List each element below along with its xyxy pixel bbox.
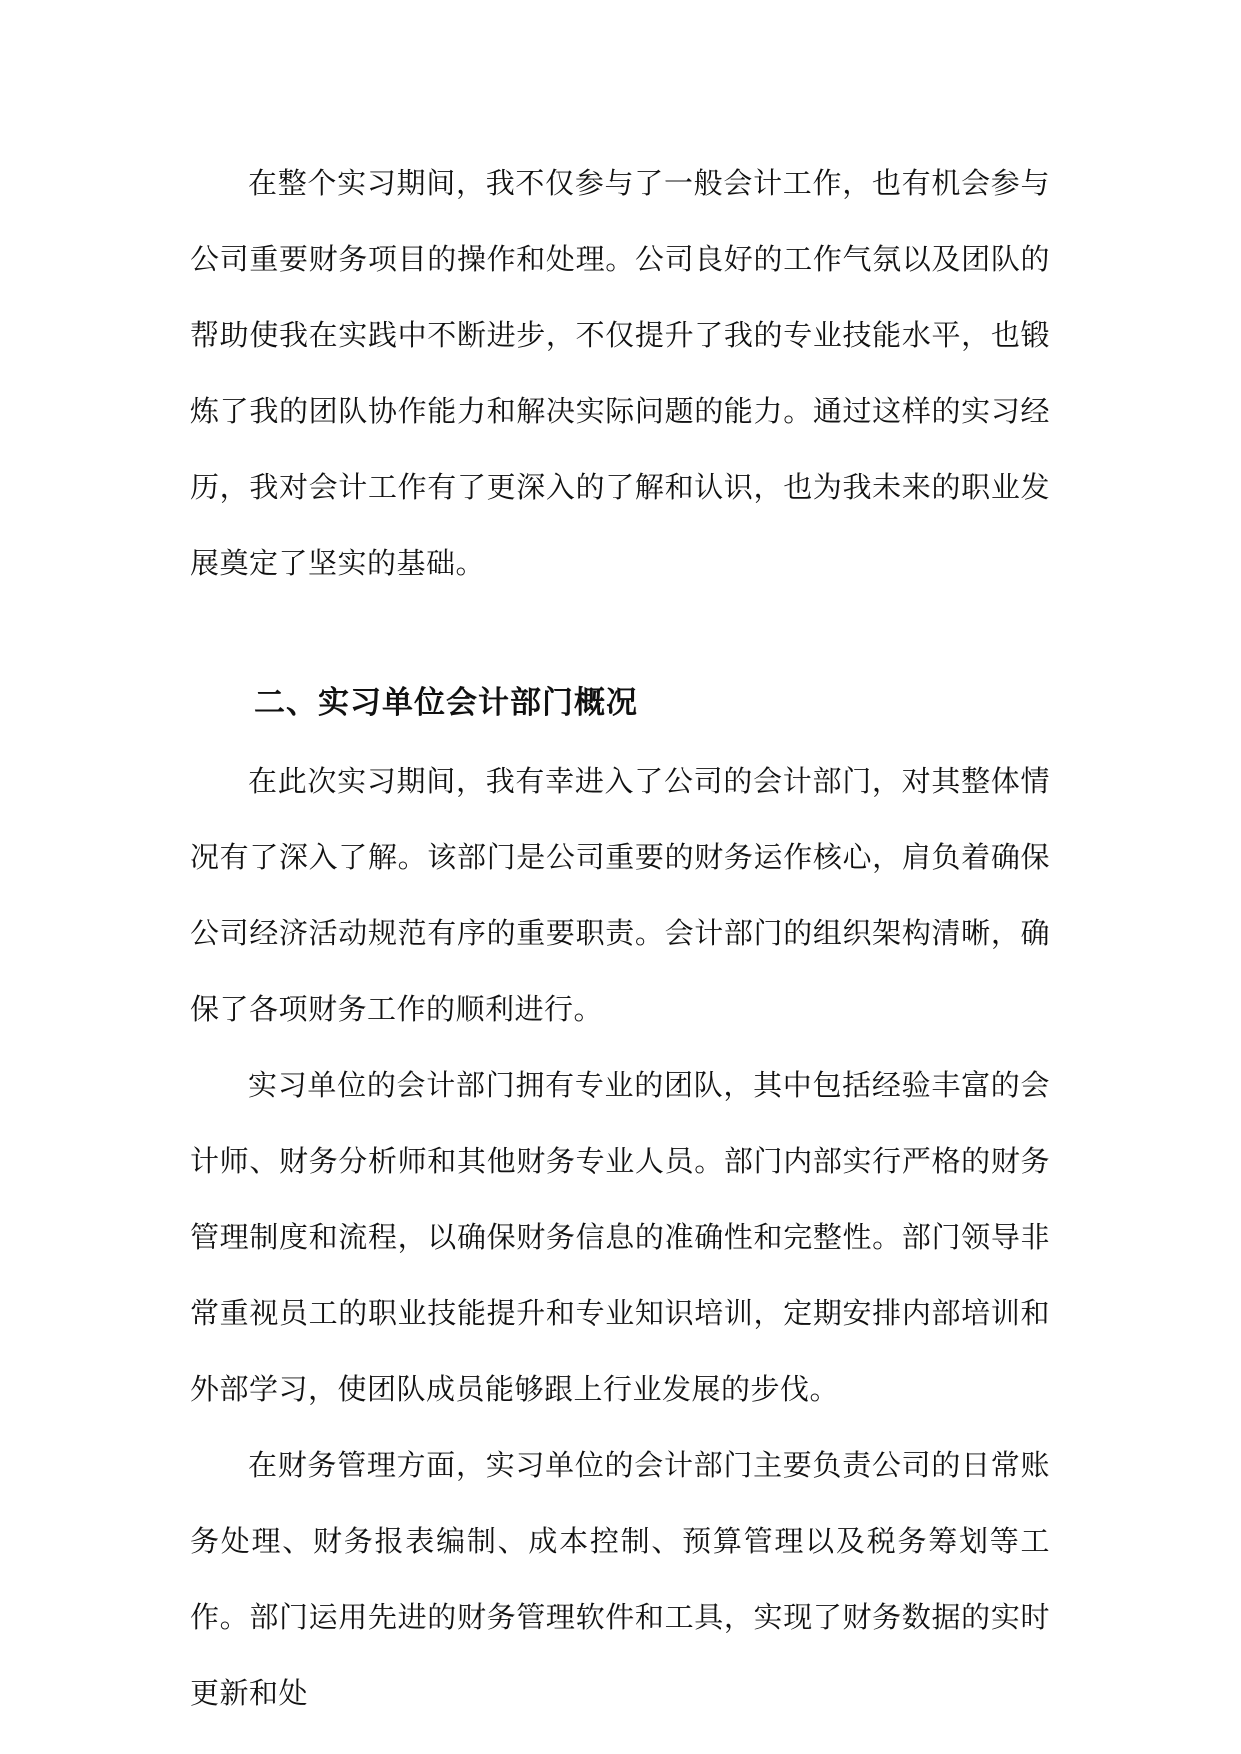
section-heading: 二、实习单位会计部门概况 [254, 685, 638, 721]
document-body [190, 145, 1050, 1731]
paragraph-department-overview: 在此次实习期间，我有幸进入了公司的会计部门，对其整体情况有了深入了解。该部门是公司重要的财务运作核心，肩负着确保公司经济活动规范有序的重要职责。会计部门的组织架构清晰，确保了各项财务工作的顺利进行。 [190, 764, 1050, 1026]
paragraph-internship-summary: 在整个实习期间，我不仅参与了一般会计工作，也有机会参与公司重要财务项目的操作和处理。公司良好的工作气氛以及团队的帮助使我在实践中不断进步，不仅提升了我的专业技能水平，也锻炼了我的团队协作能力和解决实际问题的能力。通过这样的实习经历，我对会计工作有了更深入的了解和认识，也为我未来的职业发展奠定了坚实的基础。 [190, 166, 1050, 580]
section-spacer [190, 601, 1050, 659]
paragraph-department-team: 实习单位的会计部门拥有专业的团队，其中包括经验丰富的会计师、财务分析师和其他财务专业人员。部门内部实行严格的财务管理制度和流程，以确保财务信息的准确性和完整性。部门领导非常重视员工的职业技能提升和专业知识培训，定期安排内部培训和外部学习，使团队成员能够跟上行业发展的步伐。 [190, 1068, 1050, 1406]
paragraph-financial-management: 在财务管理方面，实习单位的会计部门主要负责公司的日常账务处理、财务报表编制、成本控制、预算管理以及税务筹划等工作。部门运用先进的财务管理软件和工具，实现了财务数据的实时更新和处 [190, 1448, 1050, 1710]
